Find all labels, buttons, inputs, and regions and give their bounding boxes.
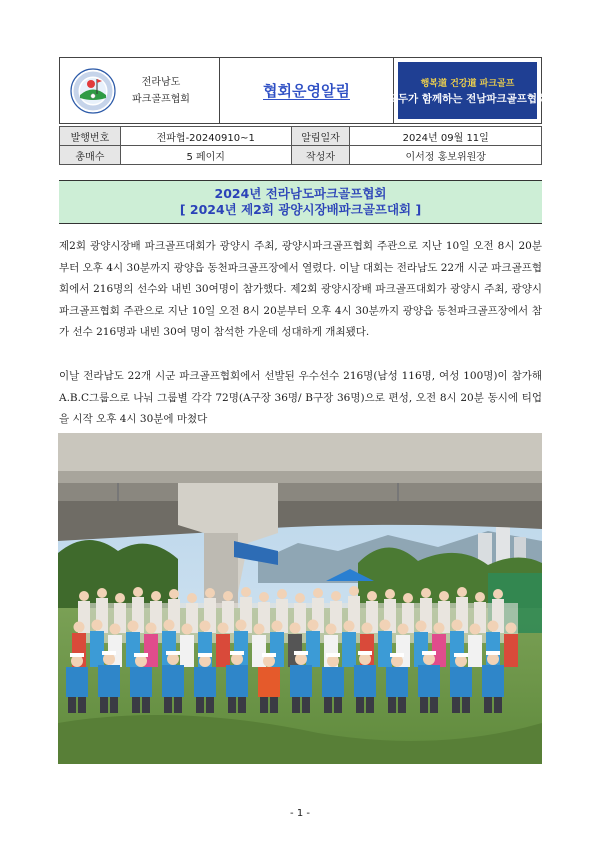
body-paragraph-1: 제2회 광양시장배 파크골프대회가 광양시 주최, 광양시파크골프협회 주관으로 지난 10일 오전 8시 20분부터 오후 4시 30분까지 광양읍 동천파크골프장에서 열렸다. 이날 대회는 전라남도 22개 시군 파크골프협회에서 216명의 선수와 내빈 30여명이 참가했다. 제2회 광양시장배 파크골프대회가 광양시 주최, 광양시파크골프협회 주관으로 지난 10일 오전 8시 20분부터 오후 4시 30분까지 광양읍 동천파크골프장에서 참가 선수 216명과 내빈 30여 명이 참석한 가운데 성대하게 개최됐다. [59,240,542,338]
org-name-line2: 파크골프협회 [132,93,190,105]
pages-label: 총매수 [60,146,121,165]
info-row [60,146,542,165]
body-paragraph-2: 이날 전라남도 22개 시군 파크골프협회에서 선발된 우수선수 216명(남성 116명, 여성 100명)이 참가해 A.B.C그룹으로 나눠 그룹별 각각 72명(A구장 36명/ B구장 36명)으로 편성, 오전 8시 20분 동시에 티업을 시작 오후 4시 30분에 마쳤다 [59,370,542,425]
slogan-cell [387,58,548,123]
notice-title-cell [220,58,394,123]
info-row [60,127,542,146]
page-number: - 1 - [290,808,310,819]
event-group-photo [58,433,542,764]
date-label: 알림일자 [291,127,350,146]
author-value: 이서정 홍보위원장 [350,146,542,165]
org-name-line1: 전라남도 [141,76,181,88]
document-info-table [59,126,542,165]
association-logo [70,68,116,114]
banner-line1: 2024년 전라남도파크골프협회 [214,186,387,201]
title-banner [59,180,542,224]
doc-no-label: 발행번호 [60,127,121,146]
doc-no-value: 전파협-20240910~1 [120,127,291,146]
pages-value: 5 페이지 [120,146,291,165]
notice-title: 협회운영알림 [263,82,350,100]
author-label: 작성자 [291,146,350,165]
date-value: 2024년 09월 11일 [350,127,542,146]
org-name [132,74,190,108]
slogan-box [387,62,548,119]
org-block [60,58,220,123]
slogan-top: 행복道 건강道 파크골프 [420,78,515,89]
banner-line2: [ 2024년 제2회 광양시장배파크골프대회 ] [179,202,422,217]
slogan-bottom: 모두가 함께하는 전남파크골프협회 [387,92,548,105]
document-header [59,57,548,124]
